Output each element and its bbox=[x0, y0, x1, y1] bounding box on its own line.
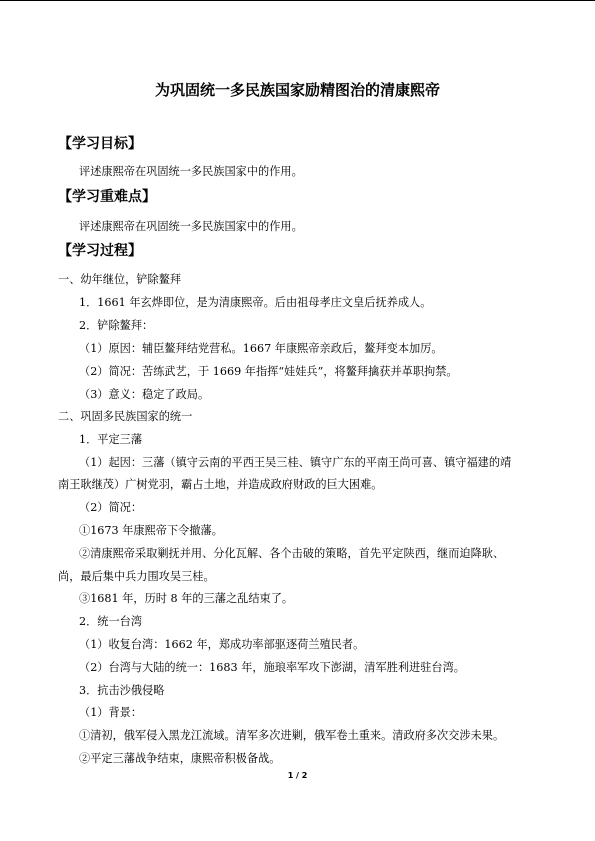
body-line: 南王耿继茂）广树党羽，霸占土地，并造成政府财政的巨大困难。 bbox=[58, 478, 383, 491]
page-number: 1 / 2 bbox=[287, 771, 308, 780]
body-line: （1）收复台湾：1662 年，郑成功率部驱逐荷兰殖民者。 bbox=[79, 638, 365, 651]
body-line: （2）简况：苦练武艺，于 1669 年指挥“娃娃兵”，将鳌拜擒获并革职拘禁。 bbox=[79, 365, 458, 378]
body-line: ③1681 年，历时 8 年的三藩之乱结束了。 bbox=[79, 592, 294, 605]
body-line: 1．平定三藩 bbox=[79, 433, 143, 446]
key-points-text: 评述康熙帝在巩固统一多民族国家中的作用。 bbox=[79, 220, 303, 233]
section-heading-key-points: 【学习重难点】 bbox=[58, 189, 156, 205]
body-line: 尚，最后集中兵力围攻吴三桂。 bbox=[58, 570, 215, 583]
body-line: ②清康熙帝采取剿抚并用、分化瓦解、各个击破的策略，首先平定陕西，继而迫降耿、 bbox=[79, 547, 505, 560]
body-line: （2）台湾与大陆的统一：1683 年，施琅率军攻下澎湖，清军胜利进驻台湾。 bbox=[79, 661, 465, 674]
page-top-border bbox=[0, 0, 595, 1]
body-line: ①1673 年康熙帝下令撤藩。 bbox=[79, 524, 223, 537]
body-line: （3）意义：稳定了政局。 bbox=[79, 388, 210, 401]
body-line: （2）简况： bbox=[79, 501, 143, 514]
body-line: 2．统一台湾 bbox=[79, 615, 143, 628]
body-line-section-1: 一、幼年继位，铲除鳌拜 bbox=[58, 273, 182, 286]
body-line: 2．铲除鳌拜： bbox=[79, 319, 154, 332]
body-line: 1．1661 年玄烨即位，是为清康熙帝。后由祖母孝庄文皇后抚养成人。 bbox=[79, 296, 432, 309]
body-line: （1）背景： bbox=[79, 706, 143, 719]
body-line: （1）原因：辅臣鳌拜结党营私。1667 年康熙帝亲政后，鳌拜变本加厉。 bbox=[79, 342, 443, 355]
objective-text: 评述康熙帝在巩固统一多民族国家中的作用。 bbox=[79, 165, 303, 178]
body-line: ②平定三藩战争结束，康熙帝积极备战。 bbox=[79, 752, 281, 765]
body-line-section-2: 二、巩固多民族国家的统一 bbox=[58, 410, 193, 423]
section-heading-process: 【学习过程】 bbox=[58, 243, 142, 259]
body-line: 3．抗击沙俄侵略 bbox=[79, 684, 165, 697]
document-title: 为巩固统一多民族国家励精图治的清康熙帝 bbox=[154, 81, 440, 99]
section-heading-objectives: 【学习目标】 bbox=[58, 136, 142, 152]
body-line: （1）起因：三藩（镇守云南的平西王吴三桂、镇守广东的平南王尚可喜、镇守福建的靖 bbox=[79, 456, 512, 469]
body-line: ①清初，俄军侵入黑龙江流域。清军多次进剿，俄军卷土重来。清政府多次交涉未果。 bbox=[79, 729, 505, 742]
